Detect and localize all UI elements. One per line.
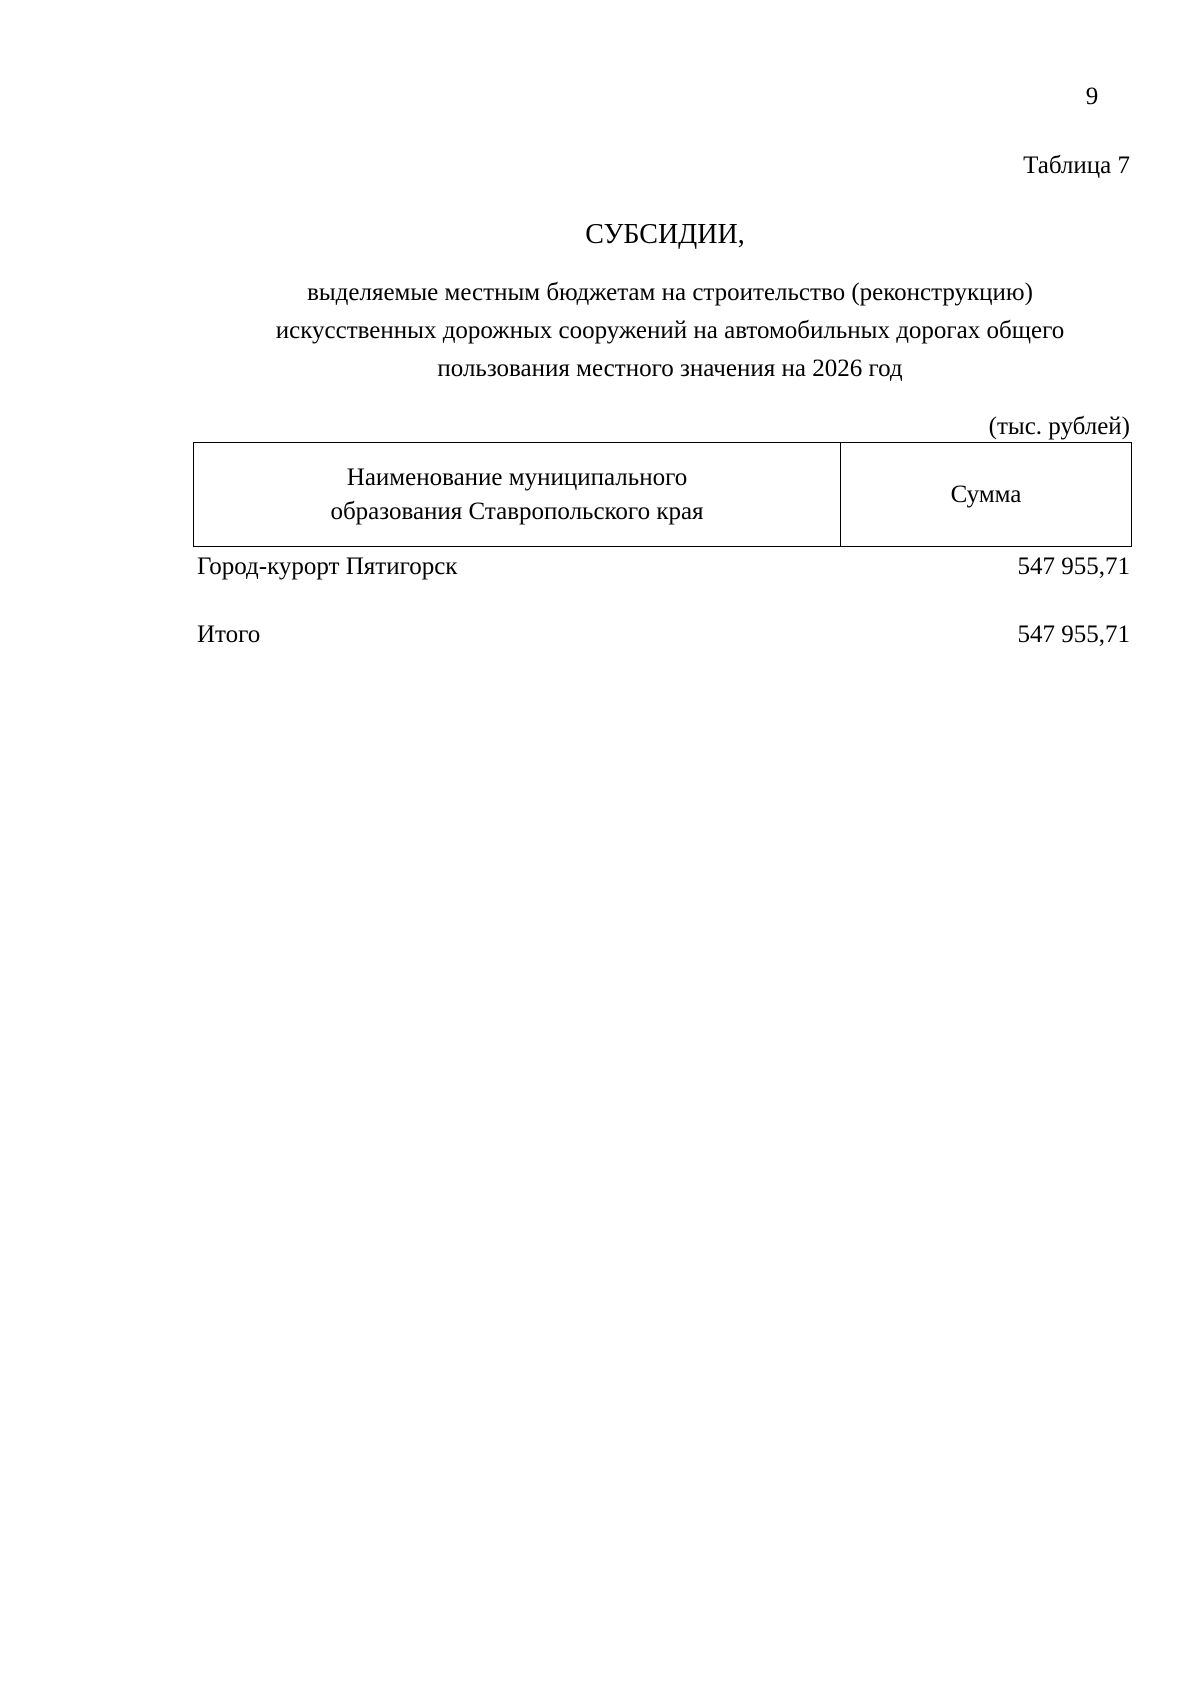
total-sum: 547 955,71	[1017, 621, 1130, 648]
page-number: 9	[1085, 83, 1099, 110]
column-header-name-line: Наименование муниципального	[346, 463, 688, 491]
row-sum: 547 955,71	[1017, 553, 1130, 580]
table-row	[197, 551, 1130, 583]
column-header-name-line: образования Ставропольского края	[330, 497, 704, 525]
column-header-name	[194, 443, 841, 546]
total-label: Итого	[197, 621, 261, 648]
table-label: Таблица 7	[1023, 152, 1130, 179]
subtitle-line: искусственных дорожных сооружений на автомобильных дорогах общего	[275, 317, 1065, 344]
row-name: Город-курорт Пятигорск	[197, 553, 458, 580]
table-header	[193, 442, 1132, 547]
subtitle-line: пользования местного значения на 2026 год	[437, 355, 903, 382]
document-subtitle	[190, 274, 1150, 388]
column-header-sum: Сумма	[950, 480, 1022, 508]
document-title: СУБСИДИИ,	[585, 219, 745, 250]
subtitle-line: выделяемые местным бюджетам на строительство (реконструкцию)	[307, 279, 1033, 306]
units-label: (тыс. рублей)	[988, 413, 1130, 440]
total-row	[197, 619, 1130, 651]
